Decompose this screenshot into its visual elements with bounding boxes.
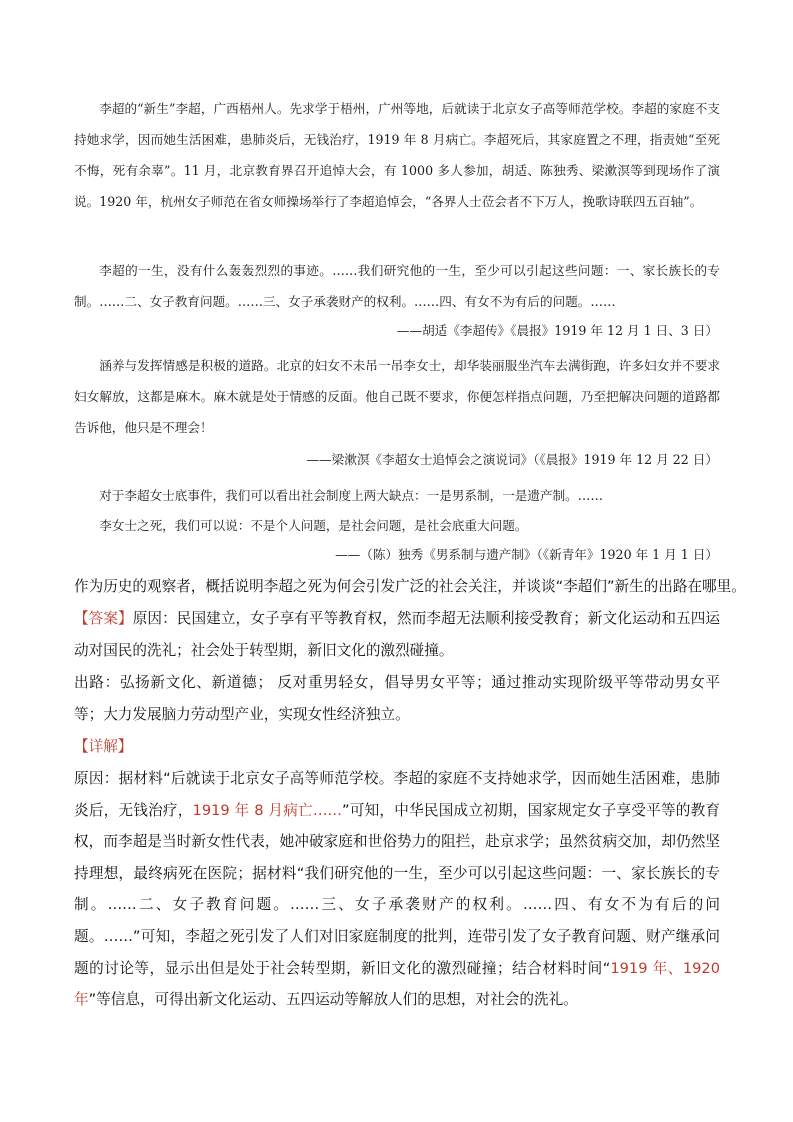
material-paragraph-5: 李女士之死，我们可以说：不是个人问题，是社会问题，是社会底重大问题。 [99,518,528,533]
detail-highlight-date: 1919 年 8 月病亡…… [192,801,343,819]
detail-tag-label: 【详解】 [74,738,133,755]
detail-explanation [74,763,720,1016]
material-paragraph-1: 李超的“新生”李超，广西梧州人。先求学于梧州，广州等地，后就读于北京女子高等师范学校。李超的家庭不支持她求学，因而她生活困难，患肺炎后，无钱治疗，1919 年 8 月病亡。李超死后，其家庭置之不理，指责她“至死不悔，死有余辜”。11 月，北京教育界召开追悼大会，有 1000 多人参加，胡适、陈独秀、梁漱溟等到现场作了演说。1920 年，杭州女子师范在省女师操场举行了李超追悼会，“各界人士莅会者不下万人，挽歌诗联四五百轴”。 [74,101,720,209]
source-citation-hu-shi: ——胡适《李超传》《晨报》1919 年 12 月 1 日、3 日） [396,323,718,338]
detail-text-part-2: ”可知，中华民国成立初期，国家规定女子享受平等的教育权，而李超是当时新女性代表，她冲破家庭和世俗势力的阻拦，赴京求学；虽然贫病交加，却仍然坚持理想，最终病死在医院；据材料“我们研究他的一生，至少可以引起这些问题：一、家长族长的专制。……二、女子教育问题。……三、女子承袭财产的权利。……四、有女不为有后的问题。……”可知，李超之死引发了人们对旧家庭制度的批判，连带引发了女子教育问题、财产继承问题的讨论等，显示出但是处于社会转型期，新旧文化的激烈碰撞；结合材料时间“ [74,801,720,977]
detail-text-part-3: ”等信息，可得出新文化运动、五四运动等解放人们的思想，对社会的洗礼。 [88,991,578,1009]
answer-way-out: 出路：弘扬新文化、新道德； 反对重男轻女，倡导男女平等；通过推动实现阶级平等带动男女平等；大力发展脑力劳动型产业，实现女性经济独立。 [74,674,720,723]
material-paragraph-4: 对于李超女士底事件，我们可以看出社会制度上两大缺点：一是男系制，一是遗产制。…… [99,488,603,503]
detail-highlight-years: 1919 年、1920 年 [74,959,720,1009]
answer-tag: 【答案】 [74,610,133,627]
material-paragraph-3: 涵养与发挥情感是积极的道路。北京的妇女不未吊一吊李女士，却华装丽服坐汽车去满街跑，许多妇女并不要求妇女解放，这都是麻木。麻木就是处于情感的反面。他自己既不要求，你便怎样指点问题，乃至把解决问题的道路都告诉他，他只是不理会！ [74,358,720,435]
question-text: 作为历史的观察者，概括说明李超之死为何会引发广泛的社会关注，并谈谈“李超们”新生的出路在哪里。 [74,578,746,595]
material-paragraph-2: 李超的一生，没有什么轰轰烈烈的事迹。……我们研究他的一生，至少可以引起这些问题：一、家长族长的专制。……二、女子教育问题。……三、女子承袭财产的权利。……四、有女不为有后的问题。…… [74,263,720,309]
answer-reason: 原因：民国建立，女子享有平等教育权，然而李超无法顺利接受教育；新文化运动和五四运动对国民的洗礼；社会处于转型期，新旧文化的激烈碰撞。 [74,610,720,659]
source-citation-chen-duxiu: ——（陈）独秀《男系制与遗产制》（《新青年》1920 年 1 月 1 日） [335,547,718,562]
detail-text-part-1: 原因：据材料“后就读于北京女子高等师范学校。李超的家庭不支持她求学，因而她生活困难，患肺炎后，无钱治疗， [74,770,720,819]
detail-tag [74,731,720,763]
answer-section [74,603,720,666]
source-citation-liang-shuming: ——梁漱溟《李超女士追悼会之演说词》（《晨报》1919 年 12 月 22 日） [306,452,718,467]
